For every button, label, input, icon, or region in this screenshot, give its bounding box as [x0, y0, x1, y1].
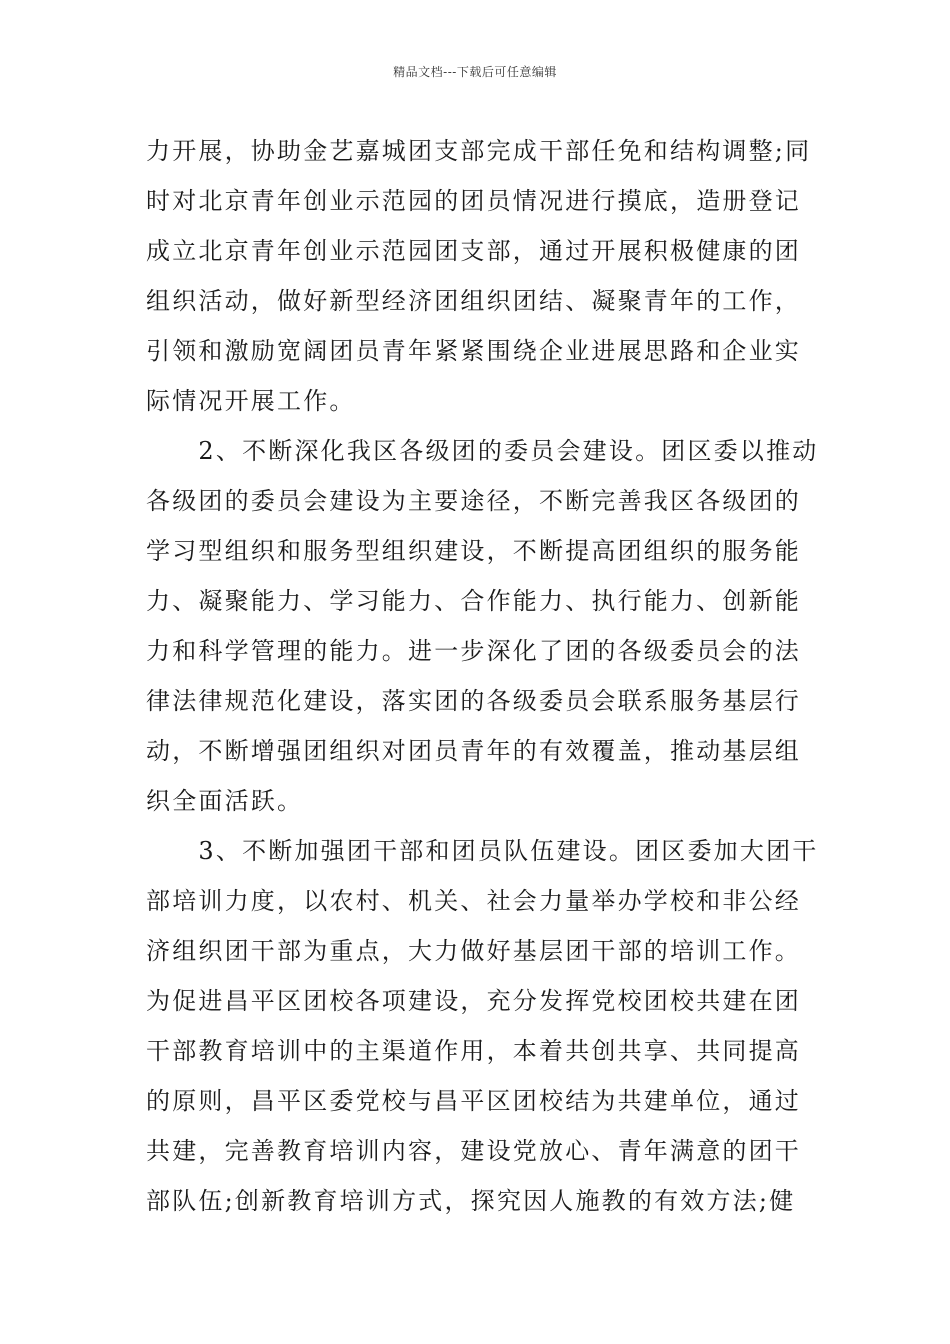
text-line: 动，不断增强团组织对团员青年的有效覆盖，推动基层组	[146, 737, 801, 765]
text-line: 的原则，昌平区委党校与昌平区团校结为共建单位，通过	[146, 1087, 801, 1115]
text-line: 织全面活跃。	[146, 787, 304, 815]
text-line: 力和科学管理的能力。进一步深化了团的各级委员会的法	[146, 637, 801, 665]
text-line: 部队伍;创新教育培训方式，探究因人施教的有效方法;健	[146, 1187, 796, 1215]
text-line: 共建，完善教育培训内容，建设党放心、青年满意的团干	[146, 1137, 801, 1165]
text-line: 力、凝聚能力、学习能力、合作能力、执行能力、创新能	[146, 587, 801, 615]
page-header: 精品文档---下载后可任意编辑	[393, 65, 557, 79]
text-line: 引领和激励宽阔团员青年紧紧围绕企业进展思路和企业实	[146, 337, 801, 365]
text-line: 为促进昌平区团校各项建设，充分发挥党校团校共建在团	[146, 987, 801, 1015]
text-line: 部培训力度，以农村、机关、社会力量举办学校和非公经	[146, 887, 801, 915]
text-line: 组织活动，做好新型经济团组织团结、凝聚青年的工作，	[146, 287, 801, 315]
text-line: 际情况开展工作。	[146, 387, 356, 415]
paragraph-2-start: 2、不断深化我区各级团的委员会建设。团区委以推动	[146, 437, 819, 465]
text-line: 学习型组织和服务型组织建设，不断提高团组织的服务能	[146, 537, 801, 565]
text-line: 济组织团干部为重点，大力做好基层团干部的培训工作。	[146, 937, 801, 965]
text-line: 各级团的委员会建设为主要途径，不断完善我区各级团的	[146, 487, 801, 515]
text-line: 律法律规范化建设，落实团的各级委员会联系服务基层行	[146, 687, 801, 715]
paragraph-3-start: 3、不断加强团干部和团员队伍建设。团区委加大团干	[146, 837, 819, 865]
text-line: 时对北京青年创业示范园的团员情况进行摸底，造册登记	[146, 187, 801, 215]
text-line: 成立北京青年创业示范园团支部，通过开展积极健康的团	[146, 237, 801, 265]
text-line: 干部教育培训中的主渠道作用，本着共创共享、共同提高	[146, 1037, 801, 1065]
text-line: 力开展，协助金艺嘉城团支部完成干部任免和结构调整;同	[146, 137, 812, 165]
